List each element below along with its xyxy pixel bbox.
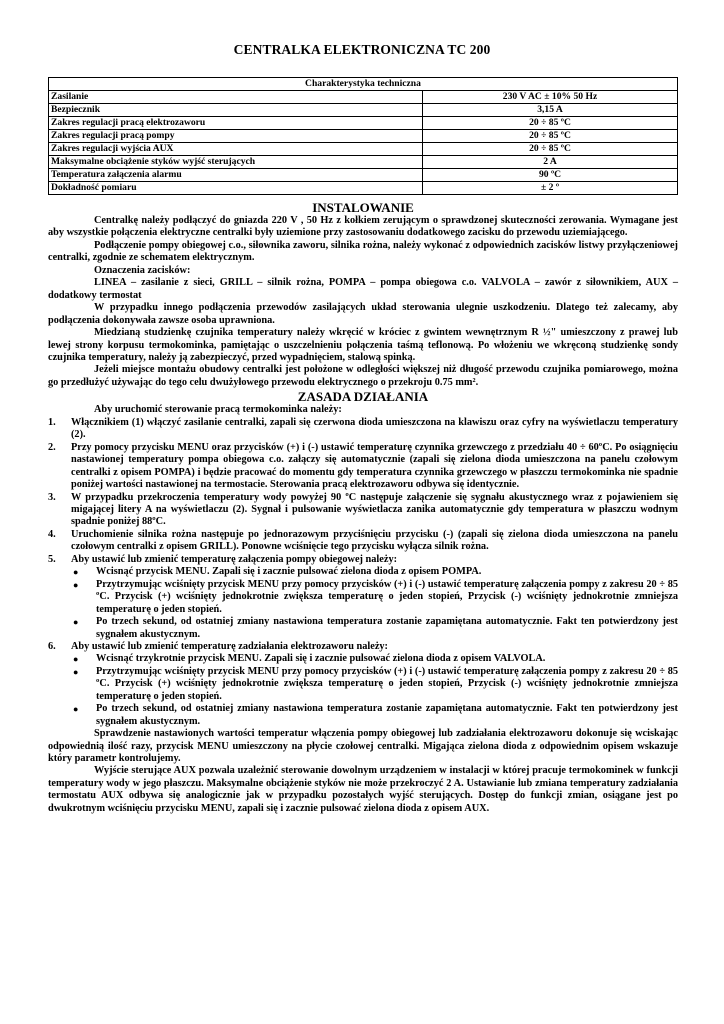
document-title: CENTRALKA ELEKTRONICZNA TC 200 [233, 42, 491, 57]
spec-row [49, 143, 678, 156]
spec-value: 20 ÷ 85 ºC [423, 130, 678, 143]
sub-steps-list [48, 653, 678, 728]
step-number: 1. [48, 416, 56, 428]
spec-label: Zasilanie [49, 91, 423, 104]
sub-steps-container [48, 566, 678, 641]
spec-value: 20 ÷ 85 ºC [423, 117, 678, 130]
operation-step [48, 529, 678, 554]
spec-label: Zakres regulacji pracą pompy [49, 130, 423, 143]
spec-label: Zakres regulacji pracą elektrozaworu [49, 117, 423, 130]
operation-steps-list [48, 417, 678, 728]
spec-caption-row [49, 78, 678, 91]
operation-step [48, 492, 678, 529]
step-number: 2. [48, 441, 56, 453]
install-paragraph: LINEA – zasilanie z sieci, GRILL – silnik rożna, POMPA – pompa obiegowa c.o. VALVOLA – zawór z siłownikiem, AUX – dodatkowy termostat [48, 277, 678, 301]
sub-step [48, 703, 678, 728]
sub-step-text: Po trzech sekund, od ostatniej zmiany nastawiona temperatura zostanie zapamiętana automatycznie. Fakt ten potwierdzony jest sygnałem akustycznym. [96, 616, 678, 640]
step-text: Uruchomienie silnika rożna następuje po jednorazowym przyciśnięciu przycisku (-) (zapali się zielona dioda umieszczona na panelu czołowym centralki z opisem GRILL). Ponowne wciśnięcie tego przycisku wyłącza silnik rożna. [71, 528, 678, 553]
step-number: 3. [48, 491, 56, 503]
operation-step [48, 442, 678, 492]
install-paragraph: Podłączenie pompy obiegowej c.o., siłownika zaworu, silnika rożna, należy wykonać z odpowiednich zacisków listwy przyłączeniowej centralki, zgodnie ze schematem elektrycznym. [48, 239, 678, 264]
install-paragraph: Miedzianą studzienkę czujnika temperatury należy wkręcić w króciec z gwintem wewnętrznym R ½" umieszczony z prawej lub lewej strony korpusu termokominka, pamiętając o uszczelnieniu połączenia taśmą teflonową. Po włożeniu we wkręconą studzienkę sondy czujnika temperatury, należy ją zabezpieczyć, przed wypadnięciem, stalową spinką. [48, 327, 678, 363]
spec-label: Dokładność pomiaru [49, 182, 423, 195]
spec-value: 20 ÷ 85 ºC [423, 143, 678, 156]
sub-step [48, 579, 678, 616]
spec-value: 2 A [423, 156, 678, 169]
sub-steps-list [48, 566, 678, 641]
document-body [48, 200, 678, 815]
sub-step-text: Wcisnąć trzykrotnie przycisk MENU. Zapali się i zacznie pulsować zielona dioda z opisem VALVOLA. [96, 653, 546, 665]
spec-value: ± 2 º [423, 182, 678, 195]
spec-row [49, 156, 678, 169]
sub-step [48, 616, 678, 641]
sub-step-text: Wcisnąć przycisk MENU. Zapali się i zacznie pulsować zielona dioda z opisem POMPA. [96, 566, 482, 578]
step-text: Przy pomocy przycisku MENU oraz przycisków (+) i (-) ustawić temperaturę czynnika grzewczego z przedziału 40 ÷ 60ºC. Po osiągnięciu nastawionej temperatury pompa obiegowa c.o. załączy się automatycznie (zapali się zielona dioda umieszczona na panelu czołowym centralki z opisem POMPA) i będzie pracować do momentu gdy temperatura czynnika grzewczego w płaszczu termokominka nie spadnie poniżej wartości nastawionej na termostacie. Sterowania pracą elektrozaworu odbywa się identycznie. [71, 441, 678, 491]
sub-steps-container [48, 653, 678, 728]
operation-paragraph: Sprawdzenie nastawionych wartości temperatur włączenia pompy obiegowej lub zadziałania elektrozaworu dokonuje się wciskając odpowiednią ilość razy, przycisk MENU umieszczony na płycie czołowej centralki. Migająca zielona dioda z odpowiednim opisem wskazuje który parametr kontrolujemy. [48, 728, 678, 765]
spec-label: Temperatura załączenia alarmu [49, 169, 423, 182]
sub-step-text: Przytrzymując wciśnięty przycisk MENU przy pomocy przycisków (+) i (-) ustawić temperaturę załączenia pompy z zakresu 20 ÷ 85 ºC. Przycisk (+) wciśnięty jednokrotnie zwiększa temperaturę o jeden stopień, Przycisk (-) wciśnięty jednokrotnie zmniejsza temperaturę o jeden stopień. [96, 578, 678, 615]
sub-step-text: Po trzech sekund, od ostatniej zmiany nastawiona temperatura zostanie zapamiętana automatycznie. Fakt ten potwierdzony jest sygnałem akustycznym. [96, 703, 678, 727]
step-text: Włącznikiem (1) włączyć zasilanie centralki, zapali się czerwona dioda umieszczona na klawiszu oraz cyfry na wyświetlaczu temperatury (2). [71, 416, 678, 441]
spec-label: Bezpiecznik [49, 104, 423, 117]
bullet-icon: ● [73, 666, 79, 677]
spec-table [48, 77, 678, 195]
spec-row [49, 169, 678, 182]
spec-value: 230 V AC ± 10% 50 Hz [423, 91, 678, 104]
sub-step [48, 666, 678, 703]
bullet-icon: ● [73, 654, 79, 665]
operation-step [48, 641, 678, 653]
operation-intro: Aby uruchomić sterowanie pracą termokominka należy: [94, 404, 342, 416]
step-number: 5. [48, 553, 56, 565]
install-paragraph: W przypadku innego podłączenia przewodów zasilających układ sterowania ulegnie uszkodzeniu. Dlatego też zalecamy, aby podłączenia dokonywała zawsze osoba uprawniona. [48, 302, 678, 326]
step-text: Aby ustawić lub zmienić temperaturę zadziałania elektrozaworu należy: [71, 640, 388, 652]
spec-caption: Charakterystyka techniczna [49, 78, 678, 91]
step-text: Aby ustawić lub zmienić temperaturę załączenia pompy obiegowej należy: [71, 553, 398, 565]
step-number: 4. [48, 528, 56, 540]
operation-step [48, 417, 678, 442]
spec-row [49, 104, 678, 117]
section-heading-operation: ZASADA DZIAŁANIA [297, 389, 429, 405]
step-text: W przypadku przekroczenia temperatury wody powyżej 90 ºC następuje załączenie się sygnału akustycznego wraz z pojawieniem się migającej litery A na wyświetlaczu (2). Sygnał i pulsowanie wyświetlacza zanika automatycznie gdy temperatura w płaszczu wodnym spadnie poniżej 88ºC. [71, 491, 678, 528]
spec-label: Zakres regulacji wyjścia AUX [49, 143, 423, 156]
spec-row [49, 130, 678, 143]
sub-step [48, 566, 678, 578]
bullet-icon: ● [73, 567, 79, 578]
install-paragraph: Centralkę należy podłączyć do gniazda 220 V , 50 Hz z kołkiem zerującym o sprawdzonej skuteczności zerowania. Wymagane jest aby wszystkie połączenia elektryczne centralki były uziemione przy zastosowaniu dodatkowego zacisku do przewodu uziemiającego. [48, 215, 678, 239]
spec-label: Maksymalne obciążenie styków wyjść sterujących [49, 156, 423, 169]
step-number: 6. [48, 640, 56, 652]
install-paragraph: Oznaczenia zacisków: [94, 264, 191, 276]
sub-step [48, 653, 678, 665]
install-paragraph: Jeżeli miejsce montażu obudowy centralki jest położone w odległości większej niż długość przewodu czujnika pomiarowego, można go przedłużyć używając do tego celu dwużyłowego przewodu elektrycznego o przekroju 0.75 mm². [48, 364, 678, 388]
sub-step-text: Przytrzymując wciśnięty przycisk MENU przy pomocy przycisków (+) i (-) ustawić temperaturę załączenia pompy z zakresu 20 ÷ 85 ºC. Przycisk (+) wciśnięty jednokrotnie zwiększa temperaturę o jeden stopień, Przycisk (-) wciśnięty jednokrotnie zmniejsza temperaturę o jeden stopień. [96, 665, 678, 702]
spec-row [49, 182, 678, 195]
bullet-icon: ● [73, 579, 79, 590]
operation-paragraph: Wyjście sterujące AUX pozwala uzależnić sterowanie dowolnym urządzeniem w instalacji w której pracuje termokominek w funkcji temperatury wody w jego płaszczu. Maksymalne obciążenie styków nie może przekroczyć 2 A. Ustawianie lub zmiana temperatury zadziałania termostatu AUX odbywa się analogicznie jak w przypadku pozostałych wyjść sterujących. Dostęp do funkcji zmian, osiągane jest po dwukrotnym wciśnięciu przycisku MENU, zapali się i zacznie pulsować zielona dioda z opisem AUX. [48, 765, 678, 814]
spec-value: 3,15 A [423, 104, 678, 117]
spec-row [49, 91, 678, 104]
bullet-icon: ● [73, 704, 79, 715]
operation-step [48, 554, 678, 566]
section-heading-install: INSTALOWANIE [312, 200, 414, 215]
bullet-icon: ● [73, 617, 79, 628]
spec-value: 90 ºC [423, 169, 678, 182]
spec-row [49, 117, 678, 130]
